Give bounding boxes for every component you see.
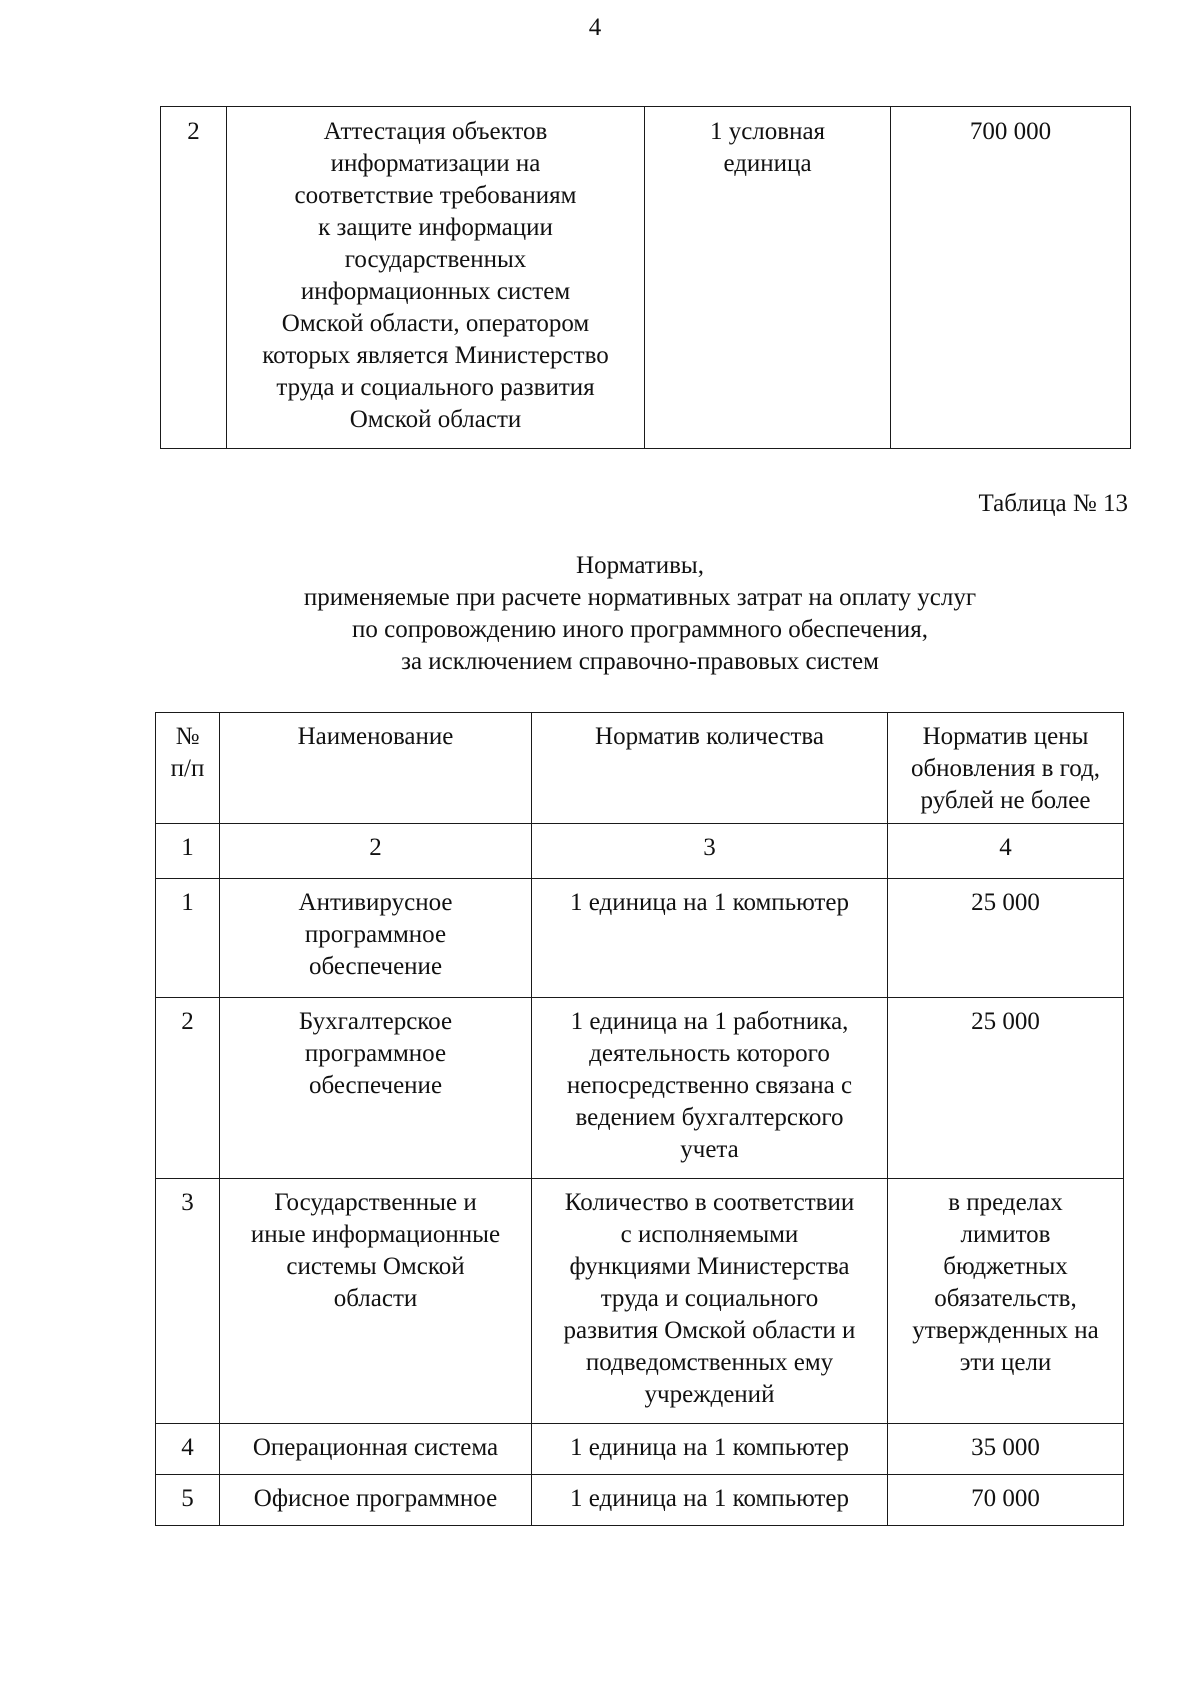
price-line: утвержденных на: [912, 1317, 1099, 1344]
header-price-line: Норматив цены: [922, 723, 1089, 750]
name-line: соответствие требованиям: [294, 182, 577, 209]
name-line: Омской области: [349, 406, 522, 433]
quantity-line: Количество в соответствии: [564, 1189, 855, 1216]
table-row: [156, 1475, 1124, 1526]
column-number: 4: [888, 824, 1124, 879]
row-number: 4: [156, 1424, 220, 1475]
name-line: информационных систем: [300, 278, 571, 305]
column-number: 3: [532, 824, 888, 879]
header-num-line: п/п: [170, 755, 205, 782]
header-name-text: Наименование: [297, 723, 454, 750]
header-num: [156, 713, 220, 824]
price-cell: [891, 107, 1131, 449]
name-cell: [220, 1179, 532, 1424]
name-line: которых является Министерство: [262, 342, 609, 369]
name-line: труда и социального развития: [276, 374, 595, 401]
page-number: 4: [588, 14, 602, 41]
price-line: 35 000: [971, 1434, 1040, 1461]
name-line: к защите информации: [318, 214, 553, 241]
quantity-line: труда и социального: [600, 1285, 819, 1312]
price-line: лимитов: [960, 1221, 1051, 1248]
column-number: 2: [220, 824, 532, 879]
row-number: 2: [156, 998, 220, 1179]
name-line: Аттестация объектов: [323, 118, 548, 145]
title-line: применяемые при расчете нормативных затрат на оплату услуг: [303, 584, 977, 611]
price-cell: [888, 1424, 1124, 1475]
quantity-cell: [532, 1475, 888, 1526]
header-price-line: рублей не более: [920, 787, 1091, 814]
header-name: [220, 713, 532, 824]
quantity-line: 1 единица на 1 компьютер: [570, 1434, 849, 1461]
quantity-line: функциями Министерства: [569, 1253, 850, 1280]
quantity-line: 1 единица на 1 работника,: [570, 1008, 849, 1035]
name-line: Антивирусное: [298, 889, 453, 916]
name-line: программное: [304, 1040, 447, 1067]
quantity-line: 1 условная: [709, 118, 826, 145]
table-title: [200, 550, 1080, 678]
quantity-line: ведением бухгалтерского: [575, 1104, 844, 1131]
top-table-continuation: [160, 106, 1131, 449]
header-num-line: №: [175, 723, 200, 750]
price-line: бюджетных: [943, 1253, 1068, 1280]
quantity-line: учета: [680, 1136, 739, 1163]
quantity-cell: [532, 998, 888, 1179]
name-cell: [220, 998, 532, 1179]
row-number: 3: [156, 1179, 220, 1424]
header-quantity-text: Норматив количества: [595, 723, 824, 750]
price-line: 25 000: [971, 1008, 1040, 1035]
name-line: системы Омской: [286, 1253, 465, 1280]
quantity-cell: [532, 1179, 888, 1424]
price-cell: [888, 1475, 1124, 1526]
name-cell: [227, 107, 645, 449]
name-cell: [220, 1475, 532, 1526]
name-line: иные информационные: [250, 1221, 501, 1248]
name-line: государственных: [344, 246, 527, 273]
quantity-line: с исполняемыми: [620, 1221, 799, 1248]
name-line: Операционная система: [252, 1434, 499, 1461]
name-line: области: [333, 1285, 418, 1312]
name-line: Государственные и: [274, 1189, 477, 1216]
row-number: 2: [187, 118, 200, 145]
quantity-line: развития Омской области и: [563, 1317, 856, 1344]
price-line: 70 000: [971, 1485, 1040, 1512]
quantity-cell: [645, 107, 891, 449]
price-cell: [888, 879, 1124, 998]
quantity-line: учреждений: [644, 1381, 775, 1408]
quantity-line: 1 единица на 1 компьютер: [570, 1485, 849, 1512]
norms-table: [155, 712, 1124, 1526]
price-value: 700 000: [969, 118, 1052, 145]
price-line: в пределах: [948, 1189, 1063, 1216]
row-number-cell: [161, 107, 227, 449]
table-caption: Таблица № 13: [978, 490, 1128, 517]
header-row: [156, 713, 1124, 824]
column-numbers-row: [156, 824, 1124, 879]
table-row: [161, 107, 1131, 449]
header-quantity: [532, 713, 888, 824]
name-line: Офисное программное: [253, 1485, 498, 1512]
header-price: [888, 713, 1124, 824]
quantity-line: 1 единица на 1 компьютер: [570, 889, 849, 916]
name-line: программное: [304, 921, 447, 948]
column-number: 1: [156, 824, 220, 879]
name-line: Омской области, оператором: [281, 310, 590, 337]
title-line: по сопровождению иного программного обеспечения,: [352, 616, 928, 643]
name-cell: [220, 1424, 532, 1475]
row-number: 1: [156, 879, 220, 998]
price-line: эти цели: [959, 1349, 1052, 1376]
row-number: 5: [156, 1475, 220, 1526]
quantity-line: непосредственно связана с: [566, 1072, 853, 1099]
price-cell: [888, 1179, 1124, 1424]
name-line: обеспечение: [308, 953, 443, 980]
table-row: [156, 1424, 1124, 1475]
table-row: [156, 879, 1124, 998]
price-line: обязательств,: [934, 1285, 1077, 1312]
name-line: информатизации на: [330, 150, 541, 177]
title-line: Нормативы,: [576, 552, 704, 579]
name-line: обеспечение: [308, 1072, 443, 1099]
quantity-cell: [532, 879, 888, 998]
name-cell: [220, 879, 532, 998]
table-row: [156, 1179, 1124, 1424]
price-cell: [888, 998, 1124, 1179]
quantity-line: подведомственных ему: [585, 1349, 834, 1376]
name-line: Бухгалтерское: [298, 1008, 453, 1035]
header-price-line: обновления в год,: [910, 755, 1101, 782]
quantity-line: единица: [723, 150, 812, 177]
title-line: за исключением справочно-правовых систем: [401, 648, 879, 675]
price-line: 25 000: [971, 889, 1040, 916]
quantity-cell: [532, 1424, 888, 1475]
quantity-line: деятельность которого: [589, 1040, 830, 1067]
table-row: [156, 998, 1124, 1179]
